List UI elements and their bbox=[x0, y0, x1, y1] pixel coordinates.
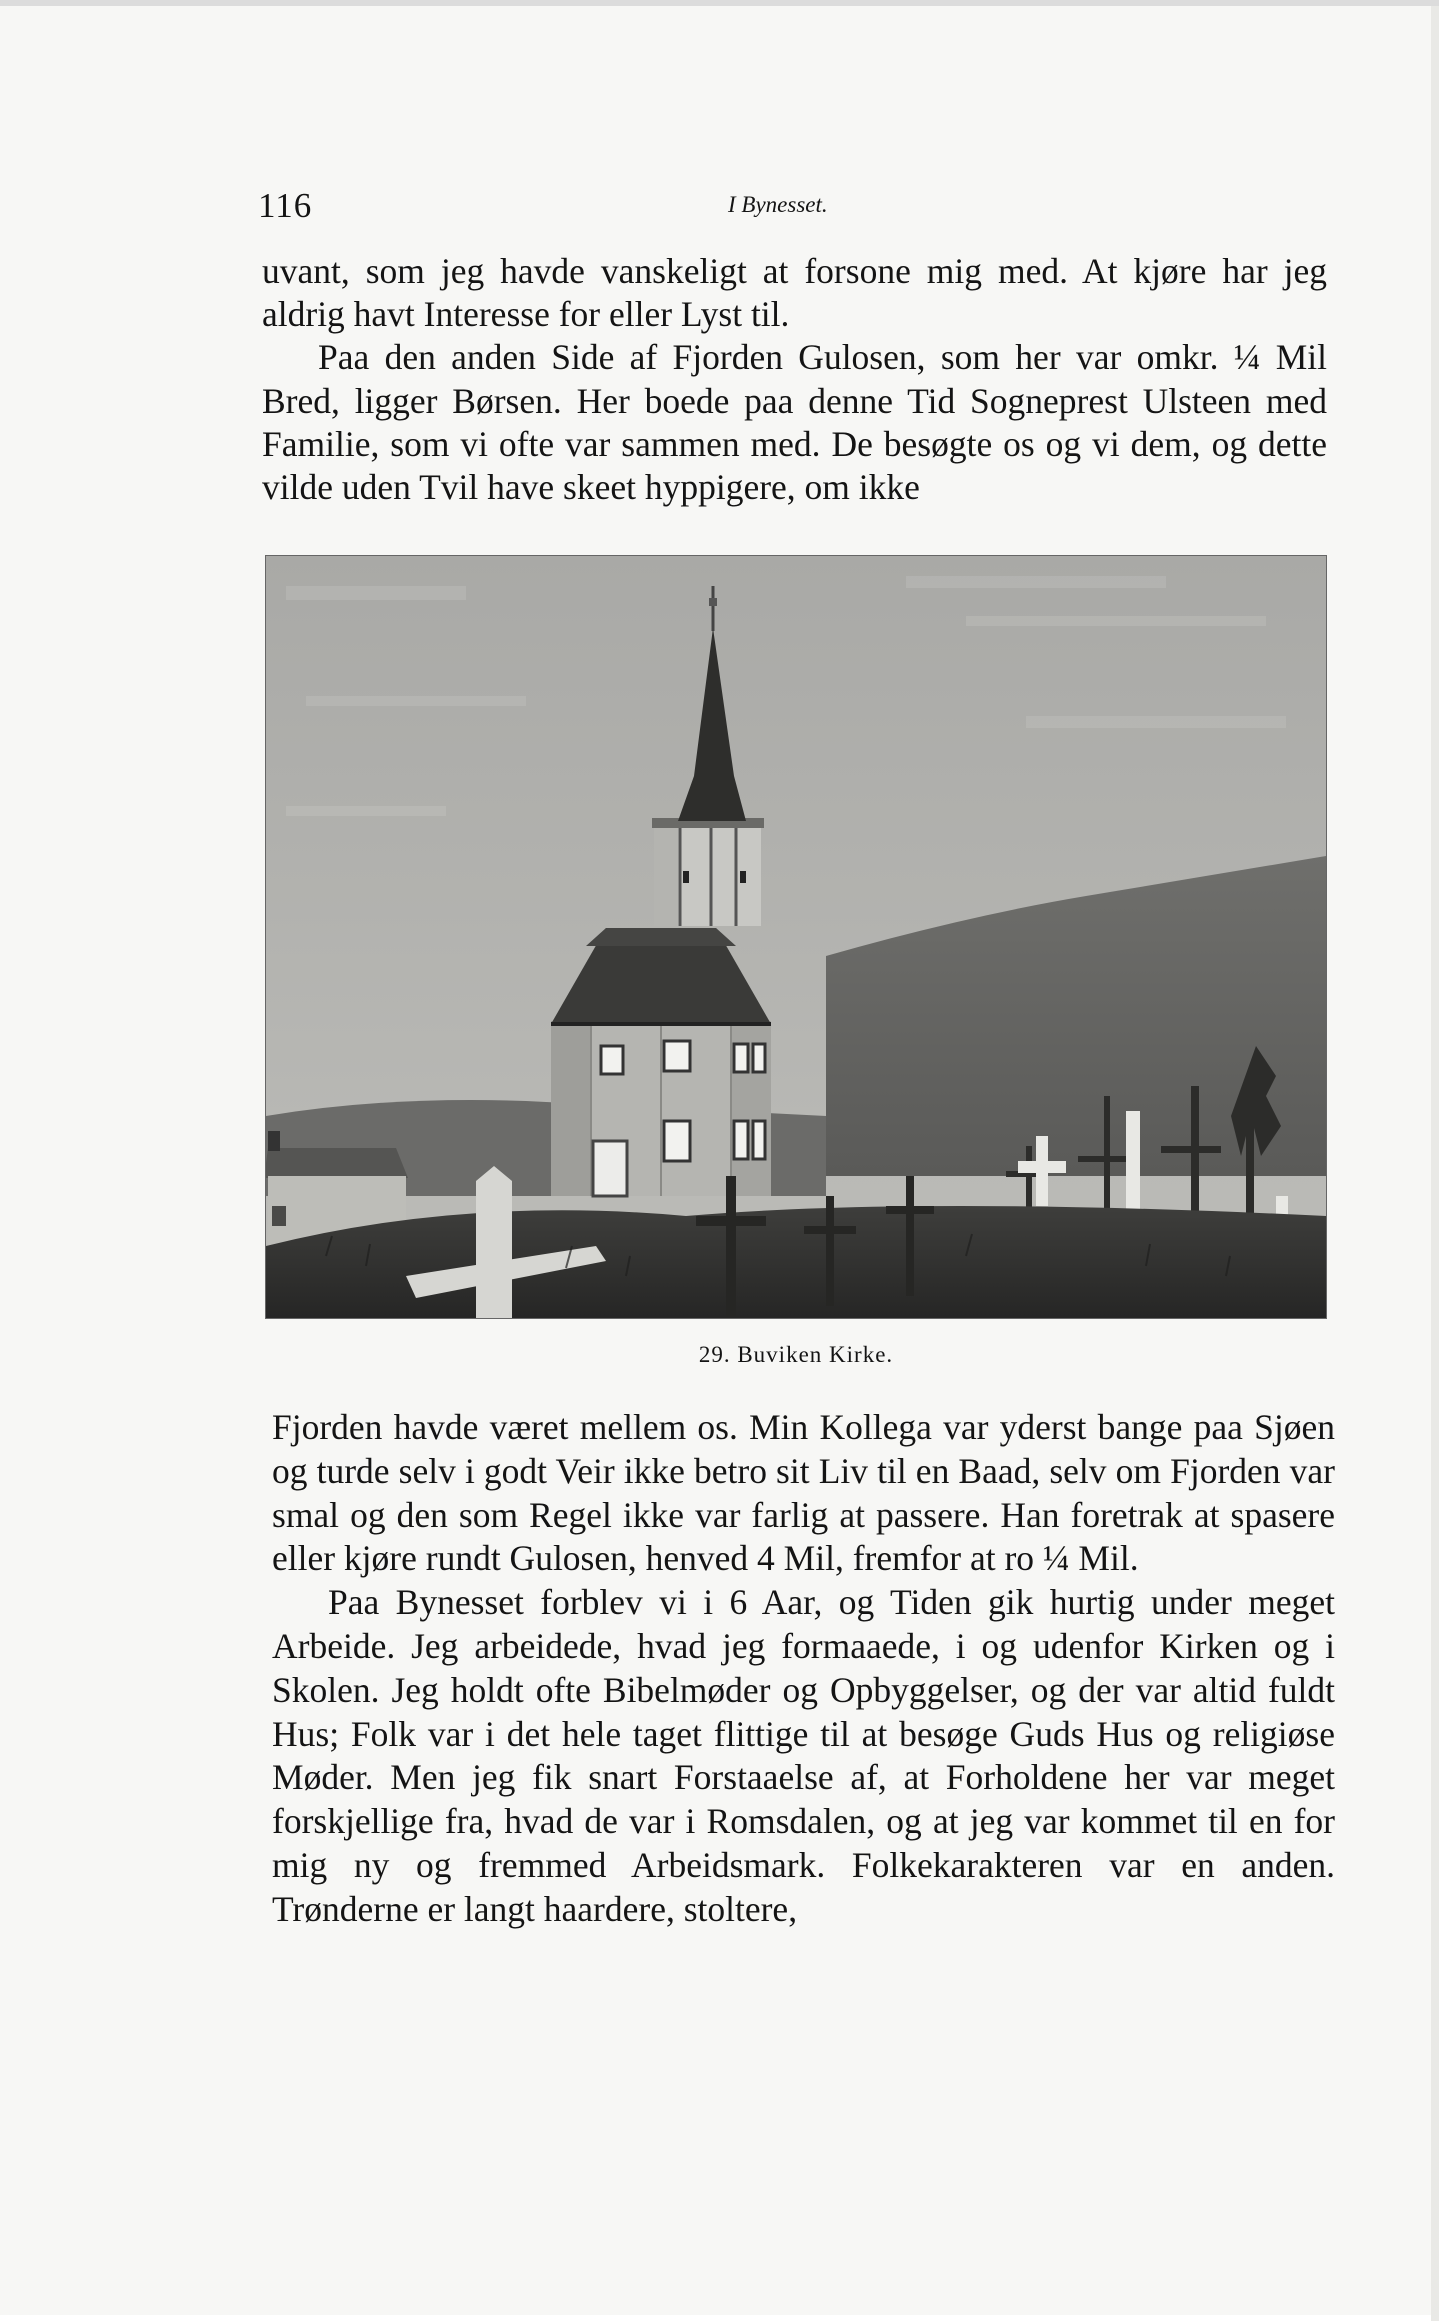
paragraph: Paa Bynesset forblev vi i 6 Aar, og Tiden gik hurtig under meget Arbeide. Jeg arbeidede, hvad jeg formaaede, i og udenfor Kirken og i Skolen. Jeg holdt ofte Bibelmøder og Opbyggelser, og der var altid fuldt Hus; Folk var i det hele taget flittige til at besøge Guds Hus og religiøse Møder. Men jeg fik snart Forstaaelse af, at Forholdene her var meget forskjellige fra, hvad de var i Romsdalen, og at jeg var kommet til en for mig ny og fremmed Arbeidsmark. Folkekarakteren var en anden. Trønderne er langt haardere, stoltere, bbox=[272, 1582, 1335, 1929]
running-head bbox=[258, 186, 1328, 236]
page-edge bbox=[1431, 6, 1439, 2321]
text-block-bottom bbox=[272, 1406, 1335, 1932]
page-number: 116 bbox=[258, 186, 313, 225]
paragraph: uvant, som jeg havde vanskeligt at forsone mig med. At kjøre har jeg aldrig havt Interesse for eller Lyst til. bbox=[262, 251, 1327, 335]
church-photograph bbox=[266, 556, 1326, 1318]
running-title: I Bynesset. bbox=[728, 192, 828, 217]
text-block-top bbox=[262, 250, 1327, 509]
paragraph: Fjorden havde været mellem os. Min Kollega var yderst bange paa Sjøen og turde selv i godt Veir ikke betro sit Liv til en Baad, selv om Fjorden var smal og den som Regel ikke var farlig at passere. Han foretrak at spasere eller kjøre rundt Gulosen, henved 4 Mil, fremfor at ro ¼ Mil. bbox=[272, 1407, 1335, 1579]
paragraph: Paa den anden Side af Fjorden Gulosen, som her var omkr. ¼ Mil Bred, ligger Børsen. Her boede paa denne Tid Sogneprest Ulsteen med Familie, som vi ofte var sammen med. De besøgte os og vi dem, og dette vilde uden Tvil have skeet hyppigere, om ikke bbox=[262, 337, 1327, 508]
figure-caption: 29. Buviken Kirke. bbox=[698, 1342, 894, 1367]
